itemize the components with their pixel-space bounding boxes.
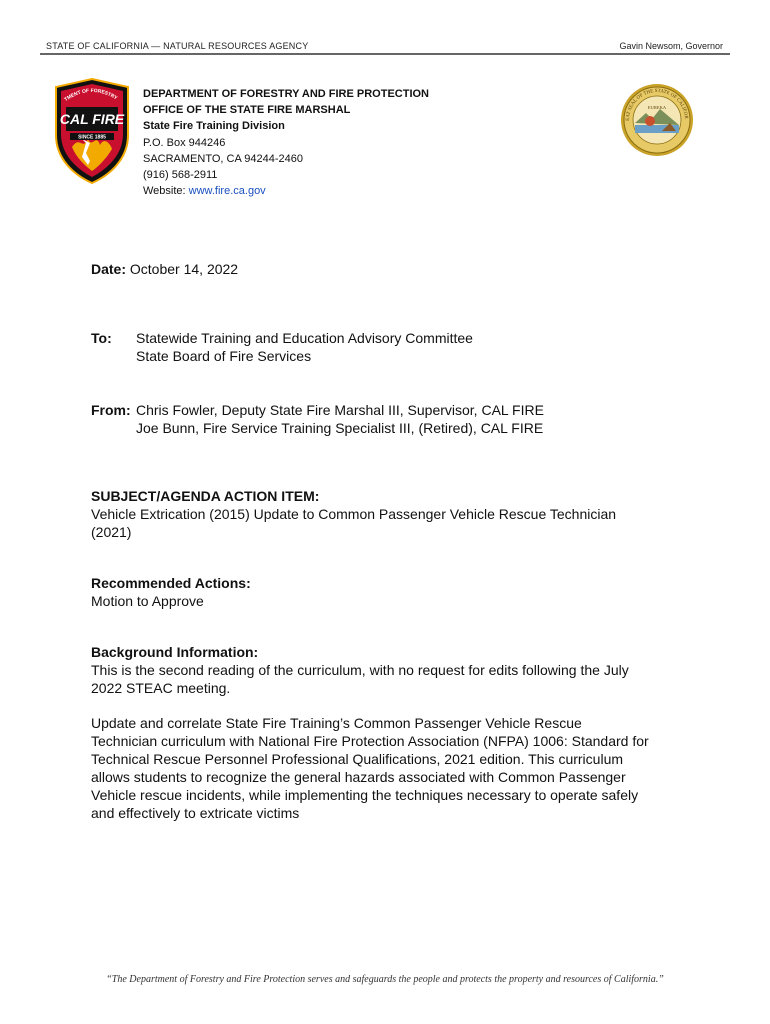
letterhead	[143, 86, 429, 199]
background-p2-line-6: and effectively to extricate victims	[91, 805, 300, 821]
po-box: P.O. Box 944246	[143, 136, 226, 149]
background-p1-line-1: This is the second reading of the curriculum, with no request for edits following the July	[91, 662, 629, 678]
to-recipient-1: Statewide Training and Education Advisory Committee	[136, 330, 473, 346]
date-label: Date:	[91, 261, 127, 277]
subject-heading: SUBJECT/AGENDA ACTION ITEM:	[91, 488, 320, 504]
phone-number: (916) 568-2911	[143, 169, 218, 182]
seal-motto: EUREKA	[647, 105, 667, 110]
background-section	[91, 643, 691, 697]
mission-footer: “The Department of Forestry and Fire Protection serves and safeguards the people and protects the property and resources of California.”	[106, 974, 664, 985]
subject-line-1: Vehicle Extrication (2015) Update to Common Passenger Vehicle Rescue Technician	[91, 506, 617, 522]
governor-header: Gavin Newsom, Governor	[619, 41, 723, 51]
background-p2-line-4: allows students to recognize the general hazards associated with Common Passenger	[91, 769, 626, 785]
to-recipient-2: State Board of Fire Services	[136, 348, 312, 364]
background-p1-line-2: 2022 STEAC meeting.	[91, 680, 231, 696]
seal-ring-text: EAT SEAL OF THE STATE OF CALIFOR	[625, 88, 689, 121]
california-seal	[620, 83, 694, 157]
division-name: State Fire Training Division	[143, 120, 285, 133]
header-divider	[40, 53, 730, 55]
website-link[interactable]: www.fire.ca.gov	[188, 185, 266, 198]
date-field	[91, 260, 238, 278]
website-line	[143, 183, 429, 199]
logo-ring-text: TMENT OF FORESTRY	[63, 87, 119, 103]
recommended-section	[91, 574, 691, 610]
recommended-text: Motion to Approve	[91, 593, 204, 609]
city-address: SACRAMENTO, CA 94244-2460	[143, 152, 303, 165]
to-label: To:	[91, 330, 112, 346]
subject-section	[91, 487, 691, 541]
agency-header: STATE OF CALIFORNIA — NATURAL RESOURCES AGENCY	[46, 41, 309, 51]
background-p2-line-1: Update and correlate State Fire Training’s Common Passenger Vehicle Rescue	[91, 715, 582, 731]
from-sender-1: Chris Fowler, Deputy State Fire Marshal III, Supervisor, CAL FIRE	[136, 402, 544, 418]
recommended-heading: Recommended Actions:	[91, 575, 251, 591]
background-p2-line-2: Technician curriculum with National Fire Protection Association (NFPA) 1006: Standard for	[91, 733, 649, 749]
subject-line-2: (2021)	[91, 524, 132, 540]
department-name: DEPARTMENT OF FORESTRY AND FIRE PROTECTION	[143, 88, 430, 100]
website-label: Website:	[143, 185, 186, 198]
from-label: From:	[91, 402, 131, 418]
background-p2-line-3: Technical Rescue Personnel Professional Qualifications, 2021 edition. This curriculum	[91, 751, 624, 767]
office-name: OFFICE OF THE STATE FIRE MARSHAL	[143, 104, 351, 117]
logo-main-text: CAL FIRE	[59, 111, 125, 127]
date-value: October 14, 2022	[129, 261, 239, 277]
logo-since-text: SINCE 1885	[78, 134, 106, 141]
background-paragraph-2	[91, 714, 691, 822]
background-p2-line-5: Vehicle rescue incidents, while implementing the techniques necessary to operate safely	[91, 787, 639, 803]
background-heading: Background Information:	[91, 644, 259, 660]
from-sender-2: Joe Bunn, Fire Service Training Specialist III, (Retired), CAL FIRE	[136, 420, 544, 436]
cal-fire-logo	[52, 77, 132, 185]
